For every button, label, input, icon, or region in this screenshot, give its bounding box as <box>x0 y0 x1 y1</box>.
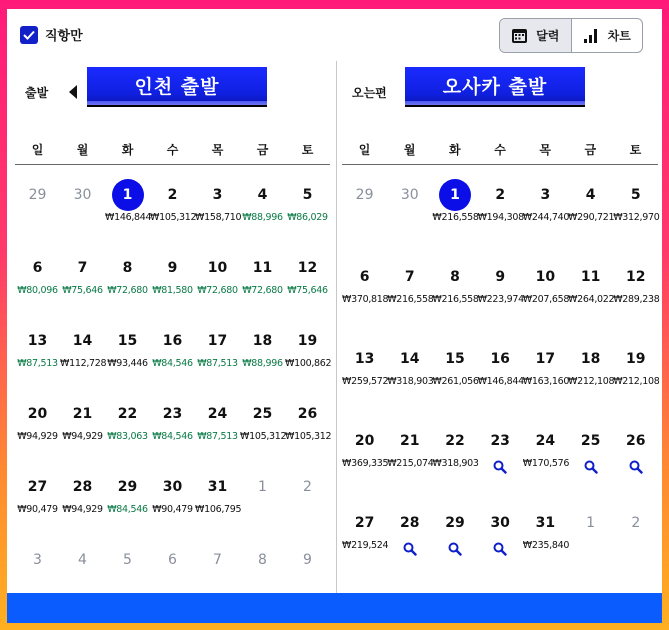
day-number: 22 <box>445 433 465 449</box>
fare-price: ₩212,108 <box>613 376 660 387</box>
day-number: 12 <box>297 260 318 276</box>
top-bar <box>7 9 662 61</box>
calendar-day-cell[interactable] <box>105 325 150 371</box>
calendar-day-cell[interactable] <box>568 343 613 389</box>
calendar-day-cell[interactable] <box>342 507 387 553</box>
fare-price: ₩100,862 <box>285 358 332 369</box>
calendar-day-cell <box>15 179 60 211</box>
calendar-day-cell[interactable] <box>285 325 330 371</box>
weekday-label: 목 <box>211 143 224 157</box>
weekday-label: 수 <box>494 143 506 157</box>
fare-price: ₩207,658 <box>522 294 570 305</box>
fare-price: ₩259,572 <box>342 376 389 387</box>
calendar-day-cell[interactable] <box>523 261 568 307</box>
day-number: 16 <box>490 351 510 367</box>
day-number: 23 <box>162 406 183 422</box>
fare-price: ₩105,312 <box>150 212 197 223</box>
day-number: 9 <box>303 552 312 568</box>
calendar-day-cell[interactable] <box>523 179 568 225</box>
day-number: 29 <box>28 187 47 203</box>
inbound-route-banner[interactable] <box>405 67 585 107</box>
fare-price: ₩264,022 <box>568 294 615 305</box>
calendar-day-cell[interactable] <box>523 425 568 471</box>
calendar-day-cell[interactable] <box>568 425 613 478</box>
fare-price: ₩88,996 <box>242 358 283 369</box>
fare-price: ₩84,546 <box>152 358 193 369</box>
fare-price: ₩84,546 <box>107 504 148 515</box>
inbound-weekday-header <box>342 141 658 165</box>
day-number: 29 <box>355 187 374 203</box>
calendar-day-cell[interactable] <box>105 398 150 444</box>
day-number: 26 <box>626 433 646 449</box>
outbound-label: 출발 <box>25 86 49 100</box>
fare-price: ₩87,513 <box>17 358 58 369</box>
calendar-icon <box>511 27 528 44</box>
day-number: 6 <box>168 552 177 568</box>
calendar-day-cell[interactable] <box>568 261 613 307</box>
calendar-day-cell[interactable] <box>105 179 150 225</box>
day-number: 29 <box>117 479 138 495</box>
calendar-day-cell[interactable] <box>105 252 150 298</box>
calendar-day-cell[interactable] <box>285 179 330 225</box>
day-number: 2 <box>495 187 506 203</box>
calendar-day-cell[interactable] <box>15 471 60 517</box>
calendar-day-cell[interactable] <box>240 398 285 444</box>
calendar-day-cell <box>240 471 285 503</box>
outbound-route-row <box>7 61 336 116</box>
fare-price: ₩93,446 <box>107 358 148 369</box>
calendar-day-cell[interactable] <box>15 398 60 444</box>
day-number: 3 <box>33 552 42 568</box>
day-number: 20 <box>27 406 48 422</box>
day-number: 5 <box>630 187 641 203</box>
calendar-day-cell[interactable] <box>195 252 240 298</box>
calendar-view-label: 달력 <box>536 29 560 43</box>
day-number: 21 <box>400 433 420 449</box>
calendar-day-cell[interactable] <box>195 398 240 444</box>
day-number: 11 <box>580 269 601 285</box>
day-number: 11 <box>252 260 273 276</box>
weekday-label: 월 <box>403 143 416 157</box>
fare-price: ₩235,840 <box>522 540 570 551</box>
calendar-day-cell <box>285 471 330 503</box>
day-number: 18 <box>252 333 273 349</box>
day-number: 28 <box>400 515 420 531</box>
fare-price: ₩146,844 <box>105 212 152 223</box>
panel-divider <box>336 61 337 593</box>
fare-price: ₩318,903 <box>432 458 479 469</box>
fare-price: ₩219,524 <box>342 540 389 551</box>
day-number: 31 <box>207 479 228 495</box>
inbound-label: 오는편 <box>352 86 387 100</box>
calendar-day-cell[interactable] <box>195 179 240 225</box>
fare-price: ₩94,929 <box>62 504 103 515</box>
weekday-label: 목 <box>539 143 551 157</box>
fare-calendar-widget <box>7 9 662 623</box>
fare-price: ₩370,818 <box>342 294 389 305</box>
day-number: 7 <box>213 552 222 568</box>
chart-view-label: 차트 <box>607 29 631 43</box>
calendar-day-cell[interactable] <box>478 261 523 307</box>
weekday-label: 월 <box>76 143 89 157</box>
day-number: 18 <box>580 351 601 367</box>
day-number: 15 <box>117 333 138 349</box>
day-number: 5 <box>302 187 313 203</box>
fare-price: ₩105,312 <box>285 431 332 442</box>
fare-price: ₩216,558 <box>432 212 479 223</box>
day-number: 1 <box>586 515 596 531</box>
calendar-day-cell[interactable] <box>568 179 613 225</box>
fare-price: ₩194,308 <box>477 212 524 223</box>
day-number: 5 <box>123 552 132 568</box>
calendar-day-cell <box>60 179 105 211</box>
calendar-day-cell[interactable] <box>432 425 477 471</box>
calendar-day-cell[interactable] <box>478 179 523 225</box>
fare-price: ₩261,056 <box>432 376 479 387</box>
calendar-day-cell[interactable] <box>342 261 387 307</box>
calendar-day-cell <box>568 507 613 539</box>
day-number: 4 <box>585 187 596 203</box>
fare-price: ₩87,513 <box>197 431 238 442</box>
calendar-day-cell <box>15 544 60 576</box>
selected-day-number: 1 <box>439 179 471 211</box>
fare-price: ₩90,479 <box>17 504 58 515</box>
fare-price: ₩80,096 <box>17 285 58 296</box>
day-number: 25 <box>580 433 601 449</box>
fare-price: ₩289,238 <box>613 294 660 305</box>
calendar-day-cell[interactable] <box>195 325 240 371</box>
day-number: 25 <box>252 406 273 422</box>
fare-price: ₩215,074 <box>387 458 434 469</box>
day-number: 2 <box>303 479 312 495</box>
bottom-action-bar[interactable] <box>7 593 662 623</box>
calendar-view-button[interactable] <box>500 19 572 52</box>
calendar-day-cell[interactable] <box>387 507 432 560</box>
calendar-day-cell[interactable] <box>150 398 195 444</box>
calendar-day-cell[interactable] <box>613 261 658 307</box>
day-number: 15 <box>445 351 465 367</box>
calendar-day-cell <box>60 544 105 576</box>
fare-price: ₩112,728 <box>60 358 107 369</box>
chart-view-button[interactable] <box>572 19 643 52</box>
calendar-day-cell[interactable] <box>240 252 285 298</box>
calendar-day-cell[interactable] <box>105 471 150 517</box>
fare-price: ₩106,795 <box>195 504 242 515</box>
calendar-day-cell <box>285 544 330 576</box>
fare-price: ₩318,903 <box>387 376 434 387</box>
day-number: 14 <box>400 351 420 367</box>
calendar-day-cell[interactable] <box>150 252 195 298</box>
day-number: 2 <box>167 187 178 203</box>
inbound-panel <box>338 61 662 593</box>
day-number: 27 <box>354 515 375 531</box>
calendar-day-cell[interactable] <box>613 343 658 389</box>
route-banner-shadow <box>405 101 585 107</box>
calendar-day-cell[interactable] <box>150 179 195 225</box>
fare-price: ₩290,721 <box>568 212 615 223</box>
calendar-day-cell[interactable] <box>432 343 477 389</box>
day-number: 22 <box>117 406 138 422</box>
day-number: 2 <box>631 515 641 531</box>
calendar-day-cell <box>195 544 240 576</box>
prev-month-arrow-icon[interactable] <box>69 85 77 99</box>
day-number: 24 <box>535 433 556 449</box>
view-toggle <box>499 18 643 53</box>
day-number: 3 <box>540 187 551 203</box>
day-number: 13 <box>354 351 375 367</box>
calendar-day-cell[interactable] <box>432 261 477 307</box>
calendar-day-cell[interactable] <box>15 252 60 298</box>
calendar-day-cell[interactable] <box>15 325 60 371</box>
calendar-day-cell <box>387 179 432 211</box>
outbound-route-text: 인천 출발 <box>134 76 220 98</box>
calendar-day-cell[interactable] <box>613 425 658 478</box>
day-number: 9 <box>167 260 178 276</box>
day-number: 19 <box>297 333 318 349</box>
fare-price: ₩146,844 <box>477 376 524 387</box>
day-number: 7 <box>77 260 88 276</box>
calendar-day-cell[interactable] <box>285 252 330 298</box>
calendar-day-cell[interactable] <box>387 261 432 307</box>
day-number: 13 <box>27 333 48 349</box>
fare-price: ₩163,160 <box>522 376 570 387</box>
day-number: 6 <box>359 269 370 285</box>
weekday-label: 금 <box>584 143 597 157</box>
inbound-route-row <box>338 61 662 116</box>
calendar-day-cell <box>342 179 387 211</box>
calendar-day-cell[interactable] <box>387 425 432 471</box>
fare-price: ₩312,970 <box>613 212 660 223</box>
fare-price: ₩94,929 <box>17 431 58 442</box>
calendar-day-cell[interactable] <box>60 471 105 517</box>
calendar-day-cell[interactable] <box>478 343 523 389</box>
calendar-day-cell[interactable] <box>478 507 523 560</box>
fare-price: ₩86,029 <box>287 212 328 223</box>
day-number: 3 <box>212 187 223 203</box>
day-number: 30 <box>400 187 419 203</box>
day-number: 27 <box>27 479 48 495</box>
weekday-label: 일 <box>31 143 44 157</box>
fare-price: ₩87,513 <box>197 358 238 369</box>
calendar-day-cell[interactable] <box>240 325 285 371</box>
fare-price: ₩94,929 <box>62 431 103 442</box>
calendar-day-cell[interactable] <box>285 398 330 444</box>
fare-price: ₩216,558 <box>387 294 434 305</box>
weekday-label: 화 <box>121 143 134 157</box>
calendar-day-cell[interactable] <box>195 471 240 517</box>
day-number: 10 <box>535 269 556 285</box>
outbound-panel <box>7 61 336 593</box>
calendar-day-cell[interactable] <box>432 179 477 225</box>
calendar-day-cell[interactable] <box>523 343 568 389</box>
fare-price: ₩105,312 <box>240 431 287 442</box>
day-number: 8 <box>258 552 267 568</box>
day-number: 12 <box>626 269 646 285</box>
weekday-label: 일 <box>358 143 371 157</box>
day-number: 7 <box>404 269 415 285</box>
fare-price: ₩369,335 <box>342 458 389 469</box>
direct-only-checkbox[interactable] <box>20 25 83 44</box>
day-number: 29 <box>445 515 465 531</box>
day-number: 21 <box>72 406 93 422</box>
day-number: 10 <box>207 260 228 276</box>
day-number: 16 <box>162 333 183 349</box>
outbound-weekday-header <box>15 141 330 165</box>
day-number: 17 <box>207 333 228 349</box>
day-number: 4 <box>78 552 87 568</box>
day-number: 20 <box>354 433 375 449</box>
fare-price: ₩223,974 <box>477 294 524 305</box>
checkbox-checked-icon[interactable] <box>20 26 38 44</box>
fare-price: ₩90,479 <box>152 504 193 515</box>
day-number: 9 <box>495 269 506 285</box>
weekday-label: 금 <box>256 143 269 157</box>
selected-day-number: 1 <box>112 179 144 211</box>
calendar-day-cell[interactable] <box>613 179 658 225</box>
calendar-day-cell[interactable] <box>387 343 432 389</box>
day-number: 30 <box>162 479 183 495</box>
search-icon[interactable] <box>629 459 643 478</box>
weekday-label: 수 <box>166 143 179 157</box>
day-number: 23 <box>490 433 510 449</box>
day-number: 19 <box>626 351 646 367</box>
fare-price: ₩75,646 <box>287 285 328 296</box>
weekday-label: 화 <box>449 143 461 157</box>
route-banner-shadow <box>87 101 267 107</box>
calendar-day-cell[interactable] <box>432 507 477 560</box>
calendar-day-cell <box>105 544 150 576</box>
calendar-day-cell[interactable] <box>60 398 105 444</box>
day-number: 28 <box>72 479 93 495</box>
direct-only-label: 직항만 <box>45 29 83 44</box>
search-icon[interactable] <box>493 459 507 478</box>
fare-price: ₩72,680 <box>107 285 148 296</box>
fare-price: ₩72,680 <box>197 285 238 296</box>
calendar-day-cell <box>150 544 195 576</box>
calendar-day-cell[interactable] <box>478 425 523 478</box>
outbound-route-banner[interactable] <box>87 67 267 107</box>
search-icon[interactable] <box>493 541 507 560</box>
calendar-day-cell[interactable] <box>150 471 195 517</box>
day-number: 14 <box>72 333 93 349</box>
day-number: 8 <box>450 269 460 285</box>
calendar-day-cell[interactable] <box>523 507 568 553</box>
calendar-day-cell <box>613 507 658 539</box>
day-number: 1 <box>258 479 267 495</box>
fare-price: ₩158,710 <box>195 212 242 223</box>
calendar-day-cell[interactable] <box>150 325 195 371</box>
fare-price: ₩88,996 <box>242 212 283 223</box>
calendar-day-cell[interactable] <box>342 343 387 389</box>
weekday-label: 토 <box>301 143 314 157</box>
fare-price: ₩81,580 <box>152 285 193 296</box>
inbound-route-text: 오사카 출발 <box>442 76 548 98</box>
calendar-day-cell[interactable] <box>60 252 105 298</box>
day-number: 26 <box>297 406 318 422</box>
search-icon[interactable] <box>448 541 462 560</box>
search-icon[interactable] <box>584 459 598 478</box>
fare-price: ₩83,063 <box>107 431 148 442</box>
calendar-day-cell[interactable] <box>342 425 387 471</box>
day-number: 31 <box>535 515 556 531</box>
calendar-day-cell[interactable] <box>60 325 105 371</box>
day-number: 8 <box>122 260 133 276</box>
calendar-day-cell <box>240 544 285 576</box>
day-number: 30 <box>73 187 92 203</box>
fare-price: ₩75,646 <box>62 285 103 296</box>
weekday-label: 토 <box>629 143 642 157</box>
bar-chart-icon <box>583 27 600 44</box>
fare-price: ₩216,558 <box>432 294 479 305</box>
fare-price: ₩244,740 <box>522 212 570 223</box>
fare-price: ₩72,680 <box>242 285 283 296</box>
fare-price: ₩212,108 <box>568 376 615 387</box>
day-number: 6 <box>32 260 43 276</box>
search-icon[interactable] <box>403 541 417 560</box>
day-number: 17 <box>535 351 556 367</box>
day-number: 30 <box>490 515 510 531</box>
day-number: 4 <box>257 187 268 203</box>
fare-price: ₩84,546 <box>152 431 193 442</box>
day-number: 24 <box>207 406 228 422</box>
fare-price: ₩170,576 <box>522 458 570 469</box>
calendar-day-cell[interactable] <box>240 179 285 225</box>
